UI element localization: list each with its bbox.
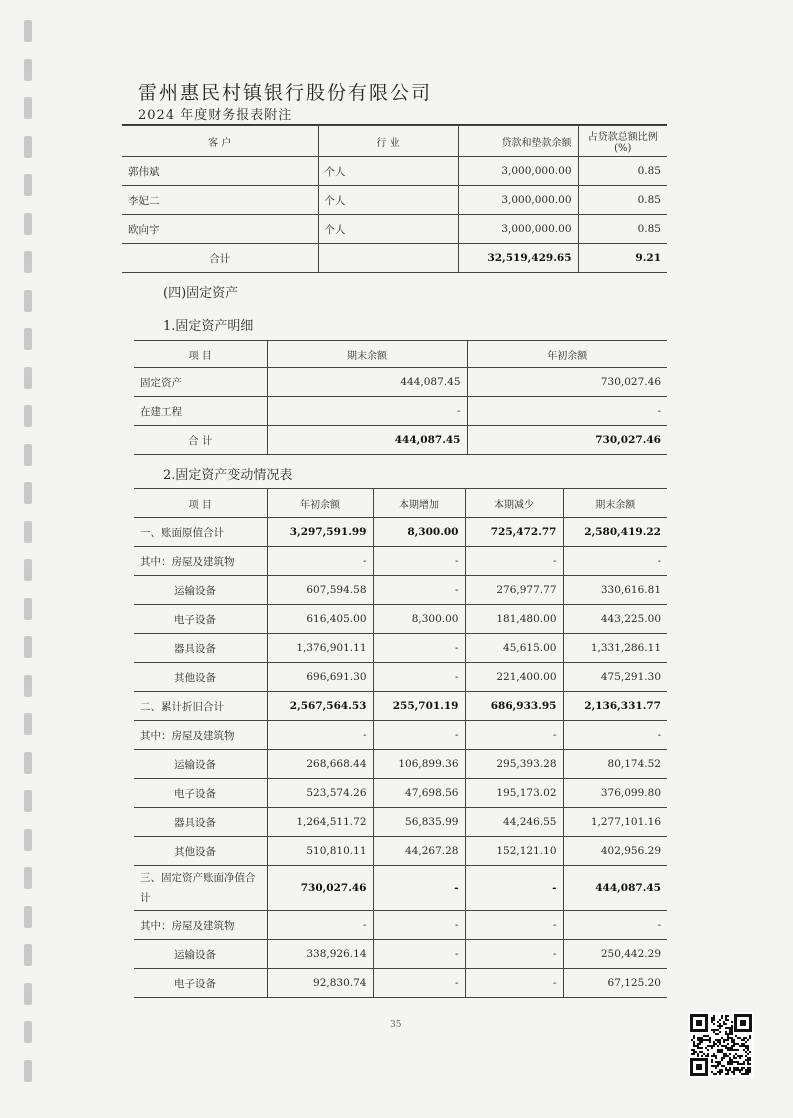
begin-cell: 523,574.26: [267, 779, 373, 808]
begin-cell: 2,567,564.53: [267, 692, 373, 721]
item-cell: 其中：房屋及建筑物: [134, 547, 267, 576]
header-begin: 年初余额: [267, 489, 373, 518]
ratio-cell: 0.85: [578, 215, 667, 244]
total-row: [134, 426, 667, 455]
add-cell: 8,300.00: [373, 605, 465, 634]
binding-hole: [24, 1021, 32, 1043]
ratio-cell: 0.85: [578, 157, 667, 186]
customer-cell: 李妃二: [122, 186, 318, 215]
item-cell: [134, 866, 267, 911]
end-cell: 330,616.81: [563, 576, 667, 605]
table-row: [134, 721, 667, 750]
binding-hole: [24, 521, 32, 543]
item-cell: 固定资产: [134, 368, 267, 397]
binding-hole: [24, 444, 32, 466]
header-begin-balance: 年初余额: [467, 341, 667, 368]
total-ratio: 9.21: [578, 244, 667, 273]
begin-cell: 696,691.30: [267, 663, 373, 692]
company-name: 雷州惠民村镇银行股份有限公司: [138, 82, 433, 104]
binding-hole: [24, 367, 32, 389]
end-cell: 67,125.20: [563, 969, 667, 998]
total-balance: 32,519,429.65: [458, 244, 578, 273]
binding-hole: [24, 790, 32, 812]
table-row: [134, 605, 667, 634]
header-end: 期末余额: [563, 489, 667, 518]
end-cell: 80,174.52: [563, 750, 667, 779]
begin-cell: 338,926.14: [267, 940, 373, 969]
item-cell: 运输设备: [134, 750, 267, 779]
item-cell: 电子设备: [134, 779, 267, 808]
begin-cell: 3,297,591.99: [267, 518, 373, 547]
table-row: [134, 663, 667, 692]
item-cell: 器具设备: [134, 808, 267, 837]
add-cell: 255,701.19: [373, 692, 465, 721]
end-cell: 402,956.29: [563, 837, 667, 866]
begin-cell: -: [467, 397, 667, 426]
add-cell: -: [373, 866, 465, 911]
item-cell: 其中：房屋及建筑物: [134, 721, 267, 750]
customer-cell: 欧向宇: [122, 215, 318, 244]
binding-hole: [24, 20, 32, 42]
reduce-cell: 195,173.02: [465, 779, 563, 808]
add-cell: 8,300.00: [373, 518, 465, 547]
binding-hole: [24, 482, 32, 504]
binding-hole: [24, 59, 32, 81]
item-line-1: 三、固定资产账面净值合: [140, 872, 256, 884]
table-header-row: [122, 126, 667, 157]
binding-hole: [24, 752, 32, 774]
binding-hole: [24, 636, 32, 658]
table-row: [134, 634, 667, 663]
header-end-balance: 期末余额: [267, 341, 467, 368]
total-row: [122, 244, 667, 273]
begin-cell: 730,027.46: [467, 368, 667, 397]
reduce-cell: 725,472.77: [465, 518, 563, 547]
table-row: [134, 692, 667, 721]
header-add: 本期增加: [373, 489, 465, 518]
total-label: 合计: [122, 244, 318, 273]
table-row: [134, 837, 667, 866]
binding-hole: [24, 290, 32, 312]
ratio-cell: 0.85: [578, 186, 667, 215]
binding-hole: [24, 251, 32, 273]
end-cell: 1,331,286.11: [563, 634, 667, 663]
binding-hole: [24, 559, 32, 581]
table-row: [134, 911, 667, 940]
industry-cell: 个人: [318, 186, 458, 215]
binding-hole: [24, 598, 32, 620]
table-row: [134, 576, 667, 605]
item-cell: 电子设备: [134, 969, 267, 998]
header-item: 项 目: [134, 489, 267, 518]
binding-hole: [24, 867, 32, 889]
end-cell: 444,087.45: [267, 368, 467, 397]
end-cell: 2,580,419.22: [563, 518, 667, 547]
table-row: [122, 215, 667, 244]
header-reduce: 本期减少: [465, 489, 563, 518]
binding-hole: [24, 97, 32, 119]
add-cell: -: [373, 721, 465, 750]
binding-hole: [24, 174, 32, 196]
begin-cell: 510,810.11: [267, 837, 373, 866]
table-row: [134, 518, 667, 547]
reduce-cell: -: [465, 547, 563, 576]
item-cell: 其中：房屋及建筑物: [134, 911, 267, 940]
begin-cell: -: [267, 911, 373, 940]
begin-cell: -: [267, 547, 373, 576]
industry-cell: 个人: [318, 215, 458, 244]
table-row: [134, 368, 667, 397]
add-cell: -: [373, 576, 465, 605]
header-ratio: 占贷款总额比例(%): [578, 126, 667, 157]
begin-cell: 730,027.46: [267, 866, 373, 911]
item-cell: 运输设备: [134, 576, 267, 605]
end-cell: 376,099.80: [563, 779, 667, 808]
reduce-cell: 45,615.00: [465, 634, 563, 663]
total-industry: [318, 244, 458, 273]
end-cell: 443,225.00: [563, 605, 667, 634]
add-cell: 44,267.28: [373, 837, 465, 866]
item-cell: 其他设备: [134, 663, 267, 692]
reduce-cell: 44,246.55: [465, 808, 563, 837]
binding-hole: [24, 1060, 32, 1082]
header-industry: 行 业: [318, 126, 458, 157]
fixed-assets-changes-table: [134, 488, 667, 998]
binding-hole: [24, 983, 32, 1005]
add-cell: 56,835.99: [373, 808, 465, 837]
begin-cell: 607,594.58: [267, 576, 373, 605]
table-row: [134, 808, 667, 837]
fixed-assets-detail-table: [134, 340, 667, 455]
qr-code: [688, 1012, 754, 1078]
end-cell: -: [267, 397, 467, 426]
add-cell: -: [373, 969, 465, 998]
reduce-cell: -: [465, 866, 563, 911]
page-number: 35: [390, 1020, 402, 1030]
table-header-row: [134, 489, 667, 518]
reduce-cell: 295,393.28: [465, 750, 563, 779]
header-item: 项 目: [134, 341, 267, 368]
table-row: [134, 940, 667, 969]
end-cell: 2,136,331.77: [563, 692, 667, 721]
end-cell: -: [563, 547, 667, 576]
reduce-cell: 686,933.95: [465, 692, 563, 721]
table-row: [134, 779, 667, 808]
table-row: [134, 969, 667, 998]
item-cell: 其他设备: [134, 837, 267, 866]
item-cell: 运输设备: [134, 940, 267, 969]
add-cell: -: [373, 547, 465, 576]
loans-table: [122, 125, 667, 273]
begin-cell: 268,668.44: [267, 750, 373, 779]
section-title: (四)固定资产: [163, 286, 239, 301]
report-subtitle: 2024 年度财务报表附注: [138, 108, 293, 123]
reduce-cell: 221,400.00: [465, 663, 563, 692]
subsection-title-2: 2.固定资产变动情况表: [163, 468, 293, 483]
add-cell: -: [373, 634, 465, 663]
reduce-cell: -: [465, 969, 563, 998]
table-header-row: [134, 341, 667, 368]
balance-cell: 3,000,000.00: [458, 215, 578, 244]
total-begin: 730,027.46: [467, 426, 667, 455]
begin-cell: -: [267, 721, 373, 750]
industry-cell: 个人: [318, 157, 458, 186]
end-cell: 475,291.30: [563, 663, 667, 692]
binding-hole: [24, 906, 32, 928]
binding-hole: [24, 675, 32, 697]
table-row: [134, 750, 667, 779]
item-cell: 器具设备: [134, 634, 267, 663]
begin-cell: 92,830.74: [267, 969, 373, 998]
header-balance: 贷款和垫款余额: [458, 126, 578, 157]
binding-hole: [24, 713, 32, 735]
binding-hole: [24, 136, 32, 158]
customer-cell: 郭伟斌: [122, 157, 318, 186]
balance-cell: 3,000,000.00: [458, 186, 578, 215]
binding-hole: [24, 213, 32, 235]
table-row: [122, 186, 667, 215]
add-cell: 47,698.56: [373, 779, 465, 808]
add-cell: -: [373, 663, 465, 692]
reduce-cell: -: [465, 911, 563, 940]
end-cell: 1,277,101.16: [563, 808, 667, 837]
item-line-2: 计: [140, 892, 151, 904]
header-customer: 客 户: [122, 126, 318, 157]
item-cell: 二、累计折旧合计: [134, 692, 267, 721]
add-cell: 106,899.36: [373, 750, 465, 779]
begin-cell: 616,405.00: [267, 605, 373, 634]
end-cell: -: [563, 911, 667, 940]
reduce-cell: -: [465, 721, 563, 750]
end-cell: 444,087.45: [563, 866, 667, 911]
subsection-title-1: 1.固定资产明细: [163, 319, 254, 334]
add-cell: -: [373, 940, 465, 969]
reduce-cell: 152,121.10: [465, 837, 563, 866]
reduce-cell: 181,480.00: [465, 605, 563, 634]
binding-hole: [24, 328, 32, 350]
binding-holes: [0, 0, 40, 1118]
end-cell: 250,442.29: [563, 940, 667, 969]
binding-hole: [24, 405, 32, 427]
total-label: 合 计: [134, 426, 267, 455]
binding-hole: [24, 829, 32, 851]
table-row: [134, 547, 667, 576]
table-row: [134, 397, 667, 426]
binding-hole: [24, 944, 32, 966]
begin-cell: 1,376,901.11: [267, 634, 373, 663]
reduce-cell: -: [465, 940, 563, 969]
reduce-cell: 276,977.77: [465, 576, 563, 605]
item-cell: 一、账面原值合计: [134, 518, 267, 547]
item-cell: 电子设备: [134, 605, 267, 634]
add-cell: -: [373, 911, 465, 940]
table-row: [134, 866, 667, 911]
begin-cell: 1,264,511.72: [267, 808, 373, 837]
item-cell: 在建工程: [134, 397, 267, 426]
table-row: [122, 157, 667, 186]
total-end: 444,087.45: [267, 426, 467, 455]
end-cell: -: [563, 721, 667, 750]
balance-cell: 3,000,000.00: [458, 157, 578, 186]
